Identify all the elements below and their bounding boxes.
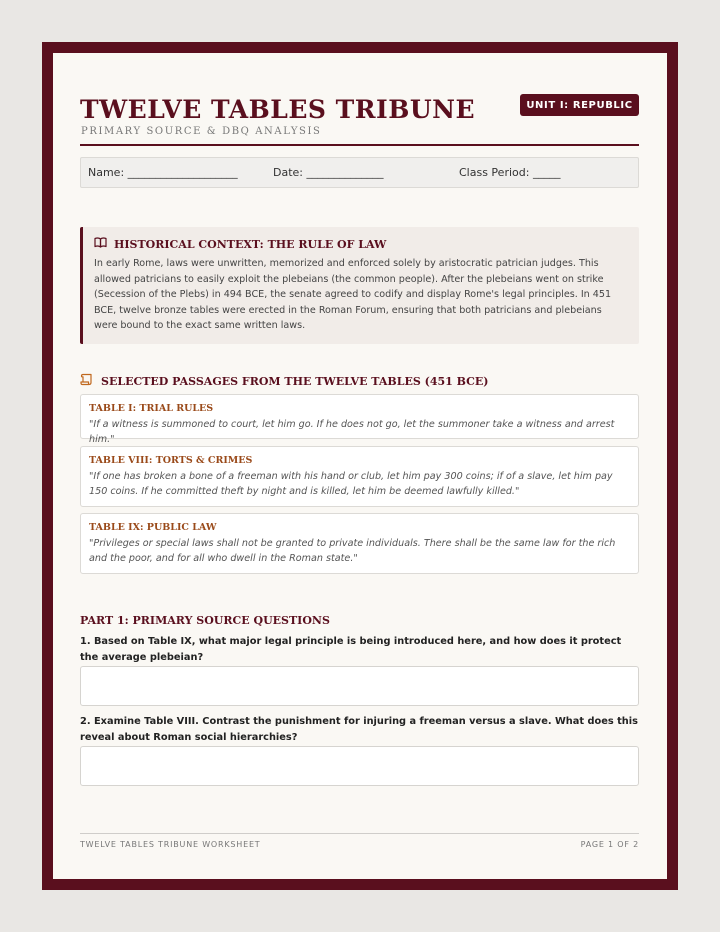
student-info-bar — [80, 157, 639, 188]
passage-quote: "Privileges or special laws shall not be granted to private individuals. There shall be the same law for the rich and the poor, and for all who dwell in the Roman state." — [89, 538, 616, 564]
unit-badge: UNIT I: REPUBLIC — [520, 94, 639, 116]
passage-title: TABLE IX: PUBLIC LAW — [89, 522, 217, 533]
passages-title: SELECTED PASSAGES FROM THE TWELVE TABLES (451 BCE) — [101, 374, 489, 388]
answer-box-2[interactable] — [80, 746, 639, 786]
context-body: In early Rome, laws were unwritten, memorized and enforced solely by aristocratic patrician judges. This allowed patricians to easily exploit the plebeians (the common people). After the plebeians went on strike (Secession of the Plebs) in 494 BCE, the senate agreed to codify and display Rome's legal principles. In 451 BCE, twelve bronze tables were erected in the Roman Forum, ensuring that both patricians and plebeians were bound to the exact same written laws. — [94, 258, 612, 332]
passage-quote: "If one has broken a bone of a freeman with his hand or club, let him pay 300 coins; if of a slave, let him pay 150 coins. If he committed theft by night and is killed, let him be deemed lawfully killed." — [89, 471, 613, 497]
passage-quote: "If a witness is summoned to court, let him go. If he does not go, let the summoner take a witness and arrest him." — [89, 419, 615, 445]
passage-card — [80, 394, 639, 445]
page-title: TWELVE TABLES TRIBUNE — [80, 95, 476, 124]
passage-title: TABLE I: TRIAL RULES — [89, 403, 214, 414]
historical-context-box — [80, 227, 639, 344]
scroll-icon — [80, 373, 93, 389]
page-number: PAGE 1 OF 2 — [580, 840, 639, 849]
header-divider — [80, 144, 639, 146]
footer-divider — [80, 833, 639, 834]
context-header — [94, 237, 627, 251]
question-1: 1. Based on Table IX, what major legal principle is being introduced here, and how does it protect the average plebeian? — [80, 636, 622, 663]
passages-header — [80, 373, 488, 389]
passage-card — [80, 513, 639, 574]
part1-title: PART 1: PRIMARY SOURCE QUESTIONS — [80, 614, 330, 627]
passage-card — [80, 446, 639, 507]
page-subtitle: PRIMARY SOURCE & DBQ ANALYSIS — [81, 126, 322, 137]
worksheet-page — [53, 53, 667, 879]
name-field[interactable]: Name: ____________________ — [88, 166, 238, 179]
class-period-field[interactable]: Class Period: _____ — [459, 166, 561, 179]
context-title: HISTORICAL CONTEXT: THE RULE OF LAW — [114, 237, 387, 251]
worksheet-frame — [42, 42, 678, 890]
date-field[interactable]: Date: ______________ — [273, 166, 384, 179]
answer-box-1[interactable] — [80, 666, 639, 706]
passage-title: TABLE VIII: TORTS & CRIMES — [89, 455, 253, 466]
book-open-icon — [94, 237, 107, 251]
question-2: 2. Examine Table VIII. Contrast the punishment for injuring a freeman versus a slave. What does this reveal about Roman social hierarchies? — [80, 716, 638, 743]
footer-title: TWELVE TABLES TRIBUNE WORKSHEET — [80, 840, 261, 849]
